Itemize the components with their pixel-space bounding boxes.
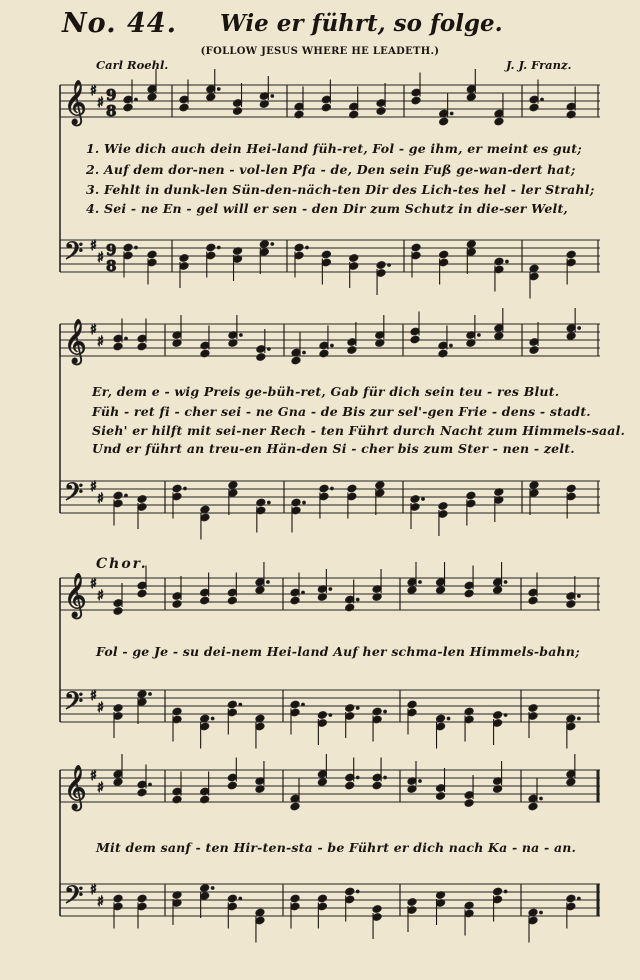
svg-text:♯: ♯ — [97, 250, 104, 266]
note-head — [290, 802, 300, 811]
svg-text:9: 9 — [106, 241, 117, 259]
verse-line-4: 4. Sei - ne En - gel will er sen - den Dir zum Schutz in die-ser Welt, — [86, 201, 568, 216]
note-head — [345, 887, 355, 896]
note-head — [345, 603, 355, 612]
verse-line-2: 2. Auf dem dor-nen - vol-len Pfa - de, Den sein Fuß ge-wan-dert hat; — [86, 162, 576, 177]
note-head — [464, 707, 474, 716]
note-head — [172, 707, 182, 716]
svg-text:♯: ♯ — [97, 334, 104, 350]
svg-text:♯: ♯ — [97, 894, 104, 910]
note-head — [492, 711, 502, 720]
note-head — [345, 781, 355, 790]
note-head — [232, 107, 242, 116]
note-head — [255, 586, 265, 595]
note-head — [376, 107, 386, 116]
verse-cont-1: Er, dem e - wig Preis ge-büh-ret, Gab für dich sein teu - res Blut. — [92, 384, 560, 399]
note-head — [291, 356, 301, 365]
note-head — [566, 778, 576, 787]
note-head — [376, 261, 386, 270]
note-head — [113, 491, 123, 500]
svg-text:♯: ♯ — [97, 700, 104, 716]
note-head — [179, 254, 189, 263]
note-head — [172, 484, 182, 493]
svg-text:♯: ♯ — [90, 882, 97, 898]
svg-text:𝄞: 𝄞 — [64, 573, 87, 617]
note-head — [317, 778, 327, 787]
verse-line-3: 3. Fehlt in dunk-len Sün-den-näch-ten Dir des Lich-tes hel - ler Strahl; — [86, 182, 595, 197]
svg-text:♯: ♯ — [97, 780, 104, 796]
note-head — [494, 117, 504, 126]
note-head — [438, 349, 448, 358]
note-head — [319, 349, 329, 358]
note-head — [566, 600, 576, 609]
svg-text:♯: ♯ — [97, 491, 104, 507]
svg-text:𝄞: 𝄞 — [64, 80, 87, 124]
note-head — [259, 240, 269, 249]
svg-text:♯: ♯ — [90, 688, 97, 704]
note-head — [410, 335, 420, 344]
svg-text:9: 9 — [106, 86, 117, 104]
note-head — [294, 110, 304, 119]
note-head — [319, 484, 329, 493]
note-head — [345, 704, 355, 713]
note-head — [256, 498, 266, 507]
note-head — [528, 596, 538, 605]
svg-text:♯: ♯ — [97, 95, 104, 111]
svg-text:♯: ♯ — [90, 576, 97, 592]
treble-staff — [60, 69, 600, 126]
note-head — [137, 894, 147, 903]
note-head — [321, 250, 331, 259]
note-head — [206, 93, 216, 102]
note-head — [466, 93, 476, 102]
svg-text:♯: ♯ — [90, 768, 97, 784]
note-head — [464, 901, 474, 910]
note-head — [466, 491, 476, 500]
note-head — [291, 498, 301, 507]
svg-text:♯: ♯ — [90, 322, 97, 338]
note-head — [321, 103, 331, 112]
note-head — [137, 342, 147, 351]
note-head — [137, 788, 147, 797]
note-head — [228, 481, 238, 490]
note-head — [438, 502, 448, 511]
note-head — [528, 704, 538, 713]
note-head — [147, 93, 157, 102]
hymn-title: Wie er führt, so folge. — [220, 10, 503, 37]
bass-staff — [60, 687, 600, 749]
chorus-line-1: Fol - ge Je - su dei-nem Hei-land Auf her schma-len Himmels-bahn; — [96, 644, 580, 659]
note-head — [200, 795, 210, 804]
note-head — [290, 596, 300, 605]
verse-cont-3: Sieh' er hilft mit sei-ner Rech - ten Führt durch Nacht zum Himmels-saal. — [92, 423, 626, 438]
note-head — [464, 589, 474, 598]
composer-credit: J. J. Franz. — [506, 58, 572, 72]
bass-staff — [60, 881, 600, 943]
note-head — [372, 781, 382, 790]
bass-staff — [60, 237, 600, 299]
verse-line-1: 1. Wie dich auch dein Hei-land füh-ret, Fol - ge ihm, er meint es gut; — [86, 141, 582, 156]
note-head — [179, 103, 189, 112]
note-head — [349, 254, 359, 263]
note-head — [407, 700, 417, 709]
note-head — [294, 243, 304, 252]
hymn-subtitle: (FOLLOW JESUS WHERE HE LEADETH.) — [200, 46, 440, 57]
note-head — [566, 110, 576, 119]
note-head — [492, 887, 502, 896]
note-head — [566, 250, 576, 259]
note-head — [137, 495, 147, 504]
note-head — [200, 596, 210, 605]
note-head — [566, 484, 576, 493]
note-head — [206, 243, 216, 252]
note-head — [529, 481, 539, 490]
note-head — [290, 700, 300, 709]
note-head — [200, 884, 210, 893]
verse-cont-2: Füh - ret fi - cher sei - ne Gna - de Bis zur sel'-gen Frie - dens - stadt. — [92, 404, 591, 419]
note-head — [227, 596, 237, 605]
lyricist-credit: Carl Roehl. — [96, 58, 169, 72]
note-head — [317, 711, 327, 720]
note-head — [113, 704, 123, 713]
note-head — [113, 778, 123, 787]
bass-staff — [60, 478, 600, 540]
note-head — [123, 243, 133, 252]
note-head — [137, 690, 147, 699]
treble-staff — [60, 754, 600, 811]
svg-text:𝄞: 𝄞 — [64, 765, 87, 809]
svg-text:8: 8 — [106, 102, 117, 120]
note-head — [466, 240, 476, 249]
note-head — [375, 481, 385, 490]
note-head — [349, 110, 359, 119]
treble-staff — [60, 308, 600, 365]
note-head — [200, 349, 210, 358]
note-head — [494, 332, 504, 341]
note-head — [113, 894, 123, 903]
svg-text:♯: ♯ — [90, 479, 97, 495]
note-head — [372, 707, 382, 716]
svg-text:8: 8 — [106, 257, 117, 275]
note-head — [147, 250, 157, 259]
svg-text:𝄞: 𝄞 — [64, 319, 87, 363]
verse-cont-4: Und er führt an treu-en Hän-den Si - cher bis zum Ster - nen - zelt. — [92, 441, 575, 456]
note-head — [464, 799, 474, 808]
note-head — [172, 600, 182, 609]
note-head — [347, 346, 357, 355]
note-head — [317, 894, 327, 903]
note-head — [410, 495, 420, 504]
note-head — [227, 700, 237, 709]
svg-text:𝄢: 𝄢 — [64, 478, 84, 513]
note-head — [347, 484, 357, 493]
svg-text:𝄢: 𝄢 — [64, 687, 84, 722]
note-head — [435, 792, 445, 801]
note-head — [435, 586, 445, 595]
svg-text:♯: ♯ — [97, 588, 104, 604]
note-head — [411, 243, 421, 252]
note-head — [256, 353, 266, 362]
note-head — [439, 117, 449, 126]
svg-text:♯: ♯ — [90, 238, 97, 254]
svg-text:𝄢: 𝄢 — [64, 881, 84, 916]
svg-text:𝄢: 𝄢 — [64, 237, 84, 272]
note-head — [123, 103, 133, 112]
svg-text:♯: ♯ — [90, 83, 97, 99]
note-head — [411, 96, 421, 105]
note-head — [227, 894, 237, 903]
note-head — [492, 586, 502, 595]
note-head — [137, 589, 147, 598]
note-head — [227, 781, 237, 790]
note-head — [113, 342, 123, 351]
chorus-line-2: Mit dem sanf - ten Hir-ten-sta - be Führt er dich nach Ka - na - an. — [96, 840, 577, 855]
note-head — [372, 905, 382, 914]
note-head — [172, 795, 182, 804]
note-head — [529, 103, 539, 112]
note-head — [407, 586, 417, 595]
note-head — [439, 250, 449, 259]
note-head — [113, 607, 123, 616]
note-head — [529, 346, 539, 355]
note-head — [290, 894, 300, 903]
note-head — [494, 257, 504, 266]
note-head — [407, 898, 417, 907]
note-head — [566, 332, 576, 341]
chorus-label: Chor. — [96, 556, 148, 572]
note-head — [528, 802, 538, 811]
hymn-number: No. 44. — [62, 8, 177, 39]
note-head — [566, 894, 576, 903]
